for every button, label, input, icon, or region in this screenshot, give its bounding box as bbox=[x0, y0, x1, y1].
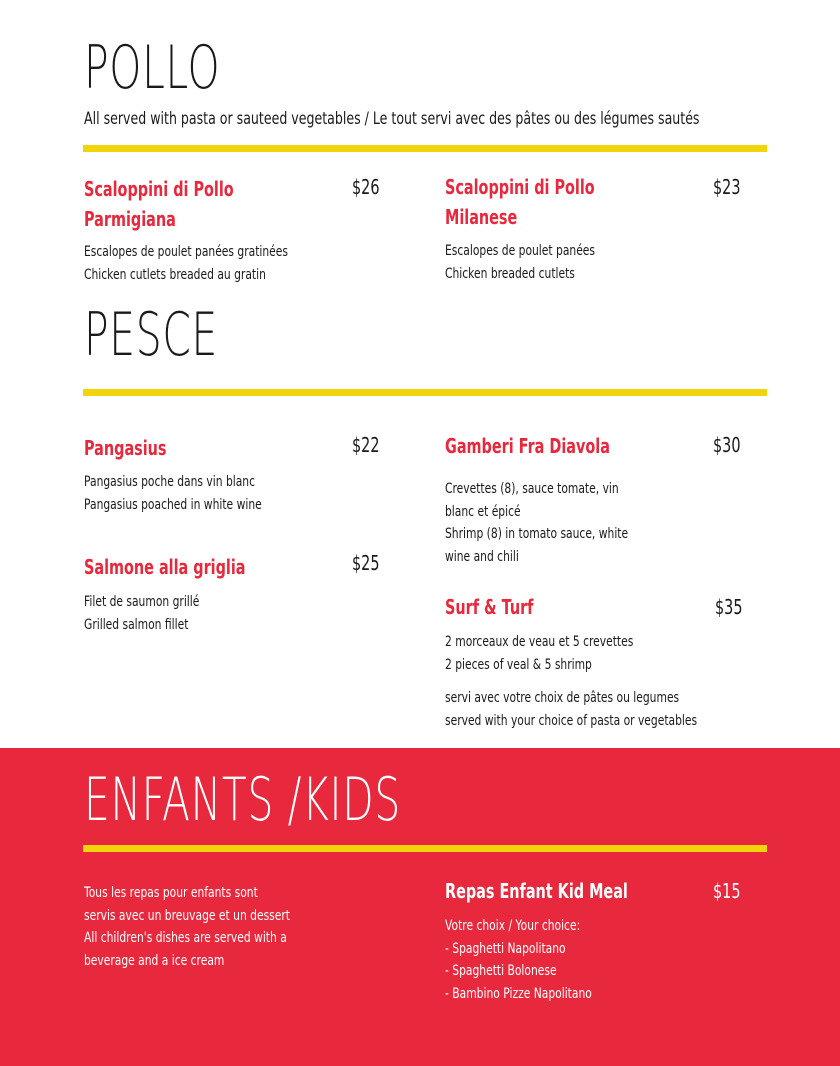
item-description: Escalopes de poulet panées Chicken breaded cutlets bbox=[445, 243, 595, 282]
item-name: Pangasius bbox=[84, 436, 167, 460]
item-description: 2 morceaux de veau et 5 crevettes 2 pieces of veal & 5 shrimp bbox=[445, 634, 634, 673]
item-description: Votre choix / Your choice: - Spaghetti Napolitano - Spaghetti Bolonese - Bambino Pizze Napolitano bbox=[445, 918, 592, 1002]
section-title-pesce: PESCE bbox=[84, 300, 218, 370]
item-price: $23 bbox=[713, 175, 741, 199]
item-description: Filet de saumon grillé Grilled salmon fillet bbox=[84, 594, 200, 633]
kids-intro: Tous les repas pour enfants sont servis avec un breuvage et un dessert All children's dishes are served with a beverage and a ice cream bbox=[84, 885, 290, 969]
item-name: Gamberi Fra Diavola bbox=[445, 434, 610, 458]
divider-pesce bbox=[83, 389, 767, 396]
item-name: Scaloppini di Pollo Parmigiana bbox=[84, 177, 234, 231]
item-description: Escalopes de poulet panées gratinées Chicken cutlets breaded au gratin bbox=[84, 244, 288, 283]
item-description: Crevettes (8), sauce tomate, vin blanc et épicé Shrimp (8) in tomato sauce, white wine and chili bbox=[445, 481, 629, 565]
item-name: Salmone alla griglia bbox=[84, 555, 246, 579]
kids-section bbox=[0, 748, 840, 1066]
divider-pollo bbox=[83, 145, 767, 152]
section-title-kids: ENFANTS /KIDS bbox=[84, 765, 401, 835]
item-price: $30 bbox=[713, 433, 741, 457]
divider-kids bbox=[83, 845, 767, 852]
item-price: $22 bbox=[352, 433, 380, 457]
item-price: $35 bbox=[715, 595, 743, 619]
item-name: Repas Enfant Kid Meal bbox=[445, 879, 628, 903]
item-name: Scaloppini di Pollo Milanese bbox=[445, 175, 595, 229]
item-note: servi avec votre choix de pâtes ou legumes served with your choice of pasta or vegetables bbox=[445, 690, 698, 729]
item-price: $26 bbox=[352, 175, 380, 199]
item-price: $25 bbox=[352, 551, 380, 575]
item-name: Surf & Turf bbox=[445, 595, 534, 619]
section-title-pollo: POLLO bbox=[84, 33, 221, 103]
item-price: $15 bbox=[713, 879, 741, 903]
section-subtitle-pollo: All served with pasta or sauteed vegetables / Le tout servi avec des pâtes ou des légumes sautés bbox=[84, 109, 700, 129]
item-description: Pangasius poche dans vin blanc Pangasius poached in white wine bbox=[84, 474, 262, 513]
